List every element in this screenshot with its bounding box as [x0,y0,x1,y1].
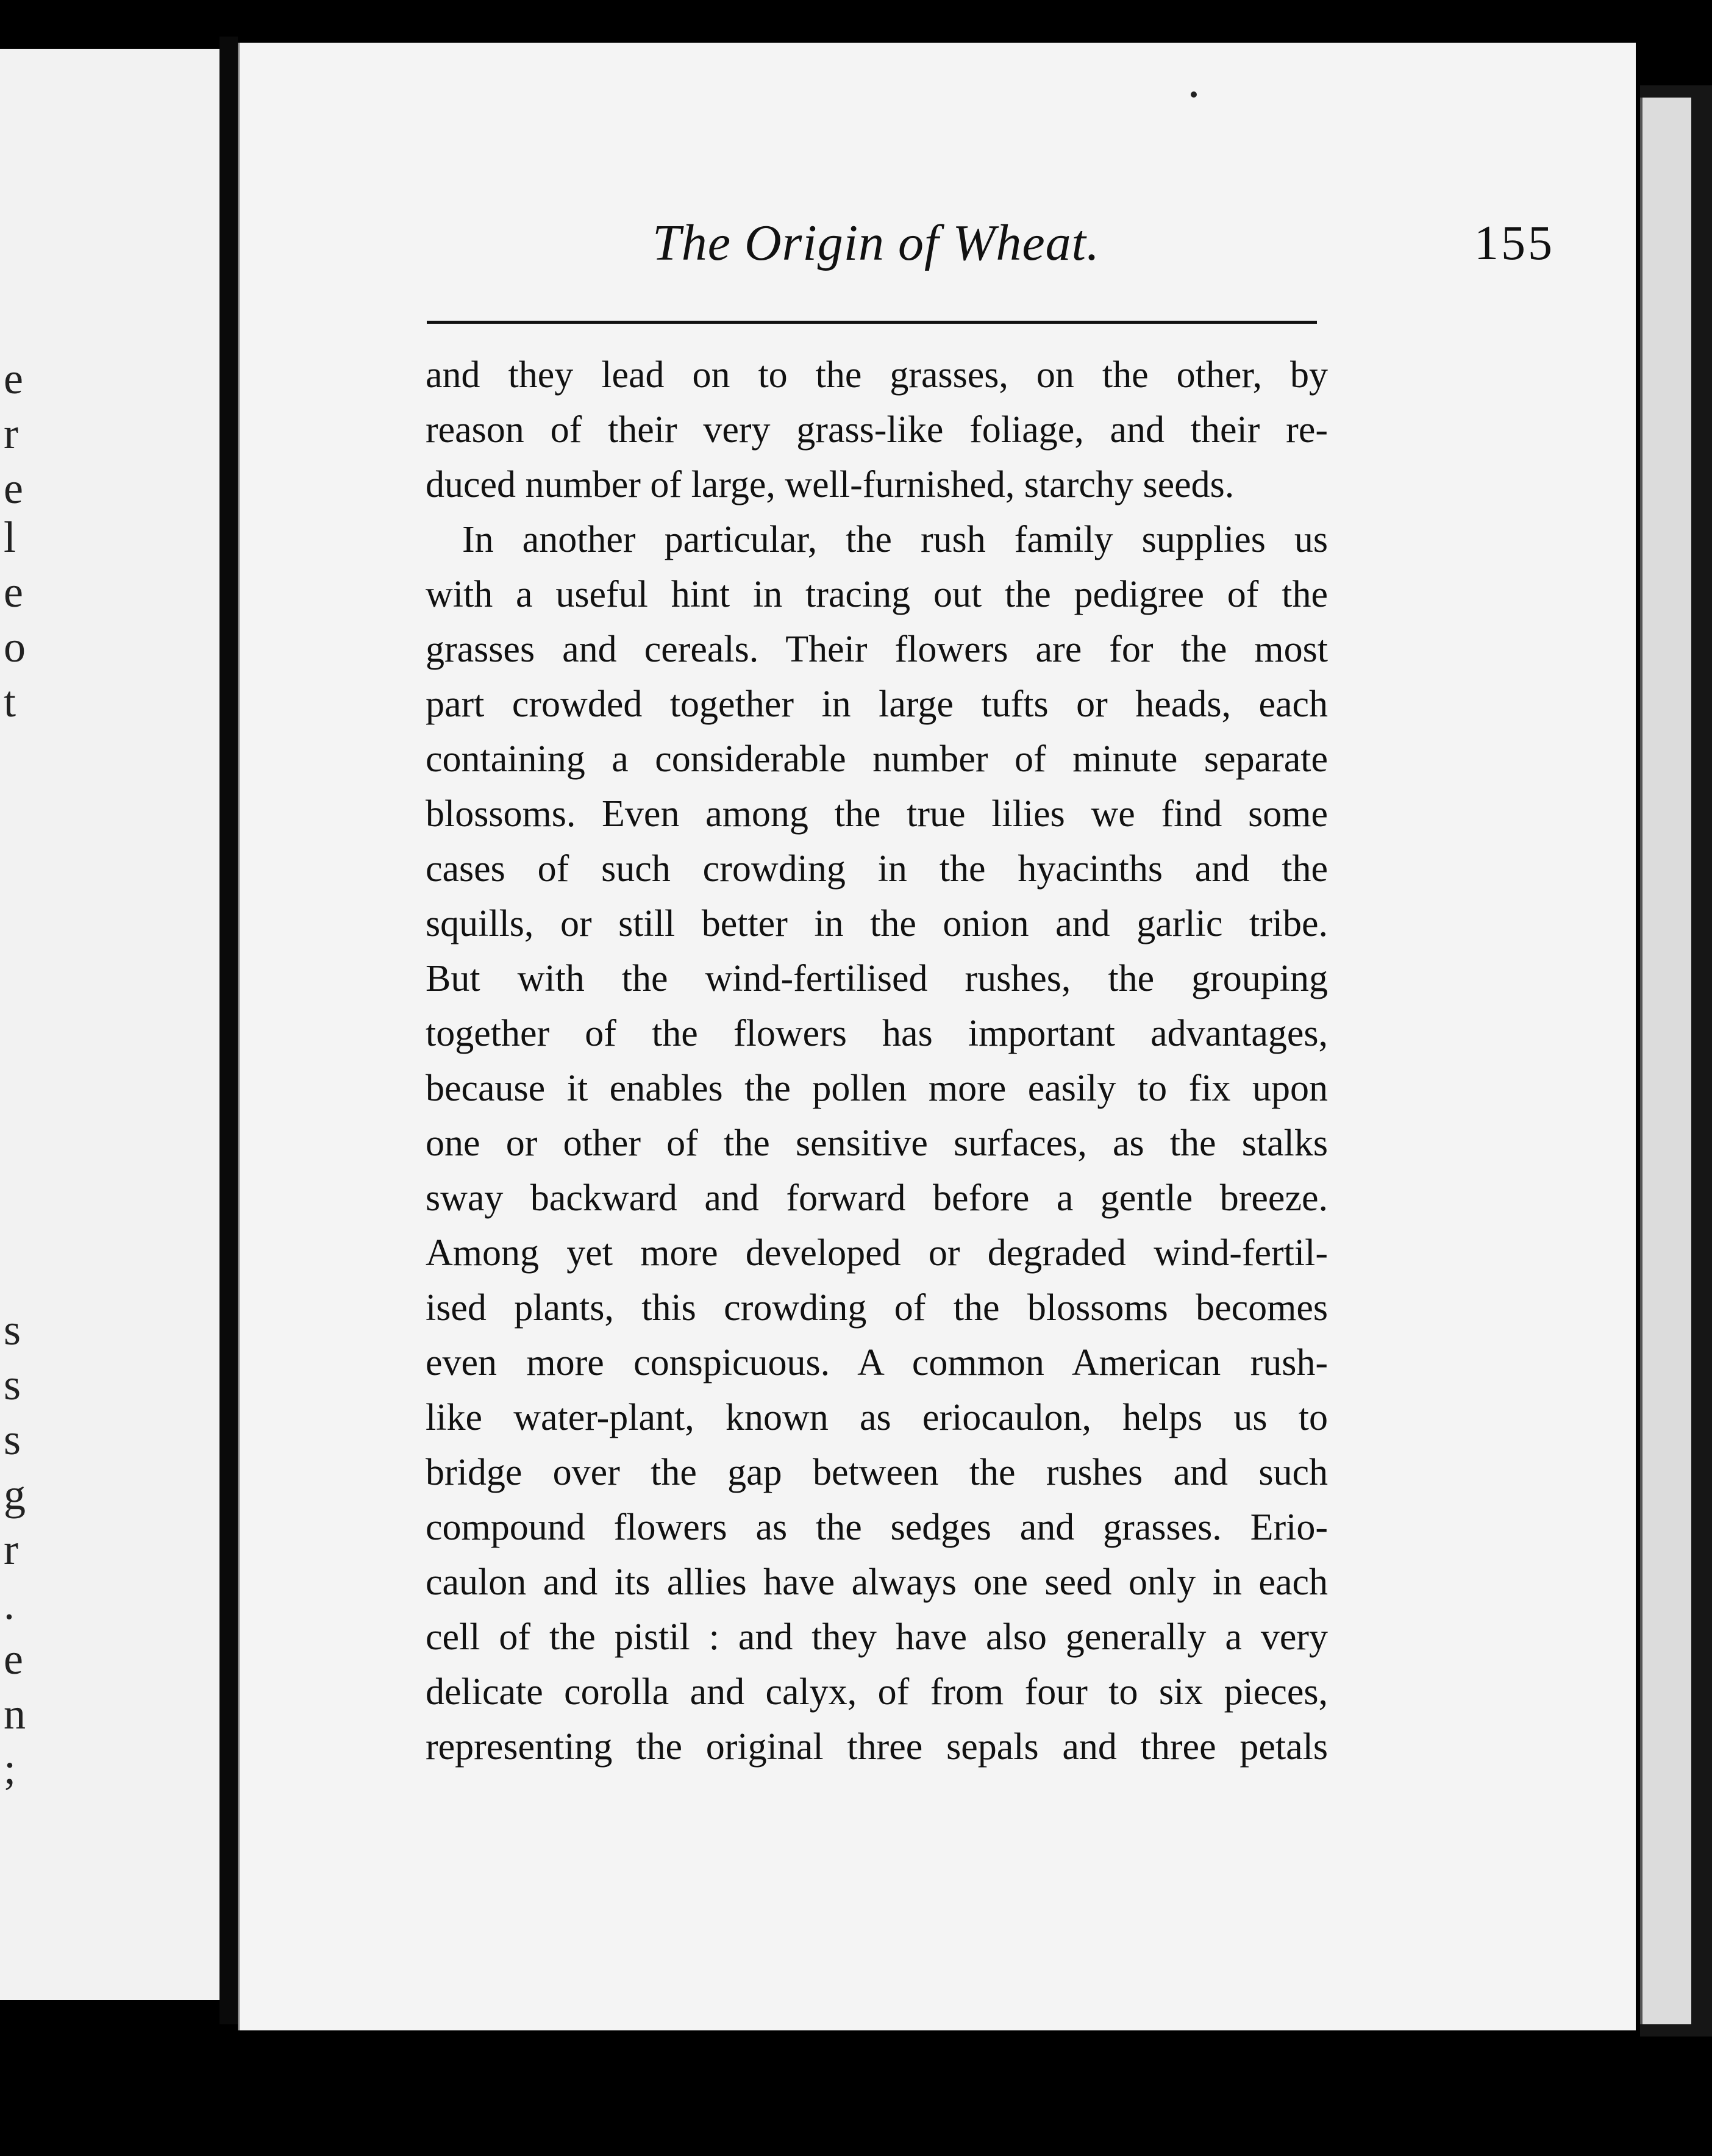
text-line: sway backward and forward before a gentle breeze. [426,1177,1328,1219]
text-line: representing the original three sepals and three petals [426,1726,1328,1768]
text-line: In another particular, the rush family supplies us [462,519,1328,560]
text-line: part crowded together in large tufts or heads, each [426,684,1328,725]
text-line: even more conspicuous. A common American rush- [426,1342,1328,1383]
running-title: The Origin of Wheat. [652,215,1100,271]
text-line: compound flowers as the sedges and grasses. Erio- [426,1507,1328,1548]
book-gutter [219,37,238,2024]
body-text [426,348,1328,1774]
text-line: duced number of large, well-furnished, starchy seeds. [426,464,1235,505]
text-line: together of the flowers has important advantages, [426,1013,1328,1054]
facing-page-fragment: s [4,1305,21,1354]
facing-page-fragment: . [4,1580,15,1629]
text-line: bridge over the gap between the rushes and such [426,1452,1328,1493]
speck [1191,91,1197,98]
facing-page-fragment: e [4,568,23,616]
text-line: containing a considerable number of minute separate [426,738,1328,780]
facing-page-fragment: e [4,1635,23,1683]
text-line: because it enables the pollen more easily to fix upon [426,1068,1328,1109]
text-line: Among yet more developed or degraded wind-fertil- [426,1232,1328,1274]
page-stack-strip [1640,98,1691,2024]
text-line: squills, or still better in the onion and garlic tribe. [426,903,1328,944]
text-line: cases of such crowding in the hyacinths and the [426,848,1328,890]
facing-page-fragment: s [4,1360,21,1409]
text-line: reason of their very grass-like foliage, and their re- [426,409,1328,451]
text-line: ised plants, this crowding of the blossoms becomes [426,1287,1328,1329]
text-line: grasses and cereals. Their flowers are for the most [426,629,1328,670]
page-stack-edge [1640,85,1712,2036]
page-number: 155 [1474,216,1555,270]
text-line: with a useful hint in tracing out the pedigree of the [426,574,1328,615]
facing-page-fragment: r [4,409,18,458]
facing-page-fragment: e [4,354,23,403]
facing-page-fragment: n [4,1690,26,1738]
facing-page-fragment: s [4,1415,21,1464]
facing-page-edge [0,49,223,2000]
text-line: But with the wind-fertilised rushes, the grouping [426,958,1328,999]
text-line: cell of the pistil : and they have also generally a very [426,1616,1328,1658]
text-line: delicate corolla and calyx, of from four to six pieces, [426,1671,1328,1713]
facing-page-fragment: g [4,1470,26,1519]
running-head [427,201,1567,305]
facing-page-fragment: ; [4,1744,16,1793]
header-rule [427,321,1317,324]
facing-page-fragment: r [4,1525,18,1574]
facing-page-fragment: e [4,464,23,513]
text-line: caulon and its allies have always one seed only in each [426,1562,1328,1603]
facing-page-fragment: o [4,623,26,671]
facing-page-fragment: l [4,513,16,562]
text-line: and they lead on to the grasses, on the other, by [426,354,1328,396]
facing-page-fragment: t [4,677,16,726]
text-line: like water-plant, known as eriocaulon, helps us to [426,1397,1328,1438]
text-line: one or other of the sensitive surfaces, as the stalks [426,1123,1328,1164]
text-line: blossoms. Even among the true lilies we find some [426,793,1328,835]
